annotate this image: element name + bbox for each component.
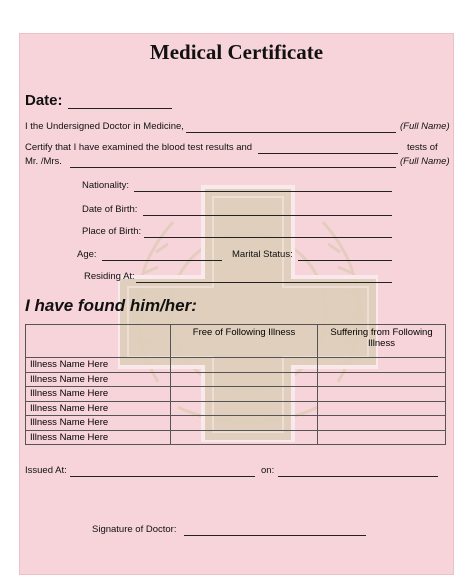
full-name-hint: (Full Name) [400,121,450,132]
free-cell[interactable] [171,401,318,416]
pob-label: Place of Birth: [82,226,142,237]
table-row [26,416,446,431]
dob-label: Date of Birth: [82,204,138,215]
suffering-cell[interactable] [318,401,446,416]
certificate-sheet [20,34,453,574]
suffering-cell[interactable] [318,387,446,402]
illness-name-cell: Illness Name Here [26,387,171,402]
table-row [26,387,446,402]
table-row [26,372,446,387]
free-cell[interactable] [171,387,318,402]
signature-field[interactable] [184,535,366,536]
free-cell[interactable] [171,430,318,445]
illness-name-cell: Illness Name Here [26,430,171,445]
marital-status-label: Marital Status: [232,249,293,260]
doctor-name-field[interactable] [186,132,396,133]
patient-name-field[interactable] [70,167,396,168]
date-label: Date: [25,92,63,109]
illness-name-cell: Illness Name Here [26,372,171,387]
date-field[interactable] [68,108,172,109]
suffering-cell[interactable] [318,358,446,373]
certify-text: Certify that I have examined the blood test results and [25,142,253,153]
suffering-cell[interactable] [318,416,446,431]
found-heading: I have found him/her: [25,296,197,315]
certificate-title: Medical Certificate [149,40,324,64]
issued-at-field[interactable] [70,476,255,477]
illness-name-cell: Illness Name Here [26,416,171,431]
table-row [26,401,446,416]
undersigned-text: I the Undersigned Doctor in Medicine, [25,121,184,132]
dob-field[interactable] [143,215,392,216]
free-cell[interactable] [171,372,318,387]
suffering-illness-header: Suffering from Following Illness [318,325,446,358]
marital-status-field[interactable] [298,260,392,261]
free-cell[interactable] [171,358,318,373]
issued-at-label: Issued At: [25,465,67,476]
nationality-label: Nationality: [82,180,129,191]
pob-field[interactable] [144,237,392,238]
table-row [26,430,446,445]
tests-of-text: tests of [407,142,438,153]
residing-label: Residing At: [84,271,135,282]
suffering-cell[interactable] [318,430,446,445]
illness-name-cell: Illness Name Here [26,401,171,416]
signature-label: Signature of Doctor: [92,524,177,535]
free-of-illness-header: Free of Following Illness [171,325,318,358]
full-name-hint: (Full Name) [400,156,450,167]
residing-field[interactable] [136,282,392,283]
age-field[interactable] [102,260,222,261]
on-label: on: [261,465,275,476]
blank-header [26,325,171,358]
age-label: Age: [77,249,97,260]
tests-field[interactable] [258,153,398,154]
table-row [26,358,446,373]
illness-name-cell: Illness Name Here [26,358,171,373]
nationality-field[interactable] [134,191,392,192]
suffering-cell[interactable] [318,372,446,387]
illness-table [25,324,446,445]
free-cell[interactable] [171,416,318,431]
issued-on-field[interactable] [278,476,438,477]
mr-mrs-label: Mr. /Mrs. [25,156,62,167]
